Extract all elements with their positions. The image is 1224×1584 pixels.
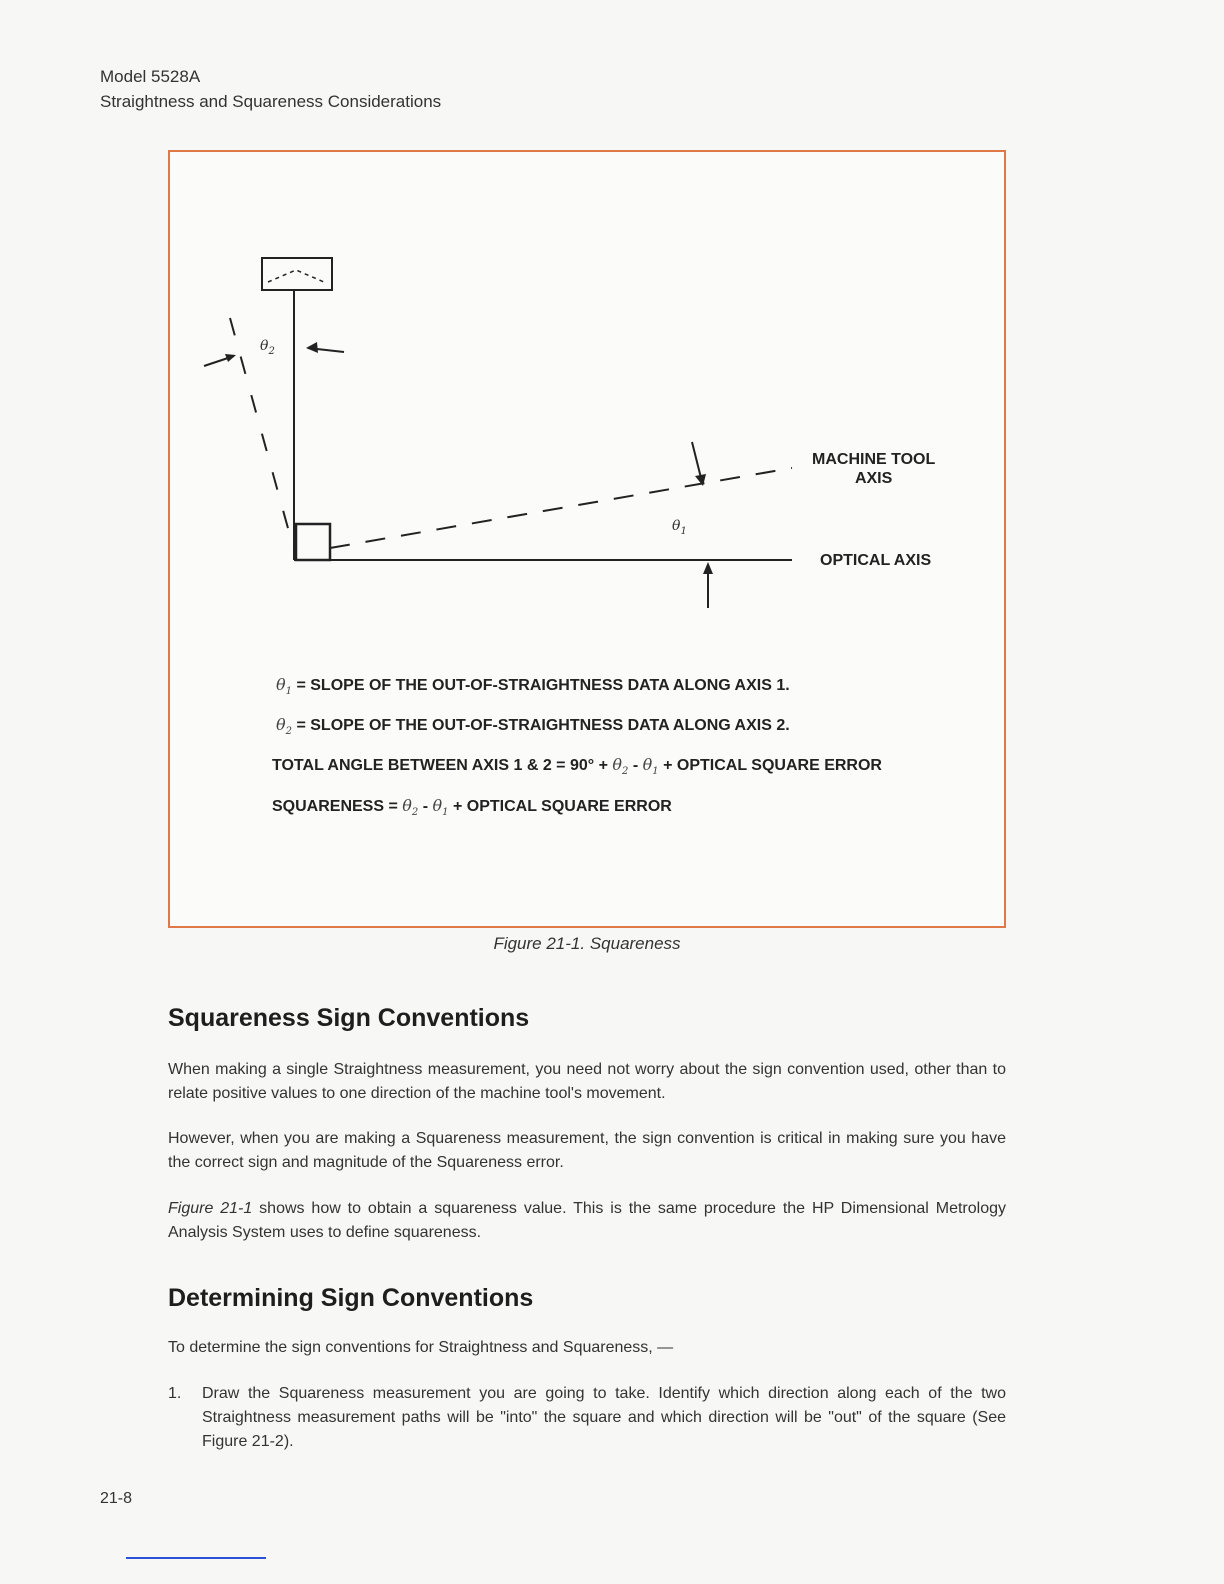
figure-reference: Figure 21-1 [168, 1200, 253, 1217]
top-reflector-box [262, 258, 332, 290]
theta1-label: $\theta_1$ [672, 518, 687, 537]
machine-tool-axis-label: MACHINE TOOL AXIS [812, 451, 936, 487]
page-number: 21-8 [100, 1490, 133, 1507]
footer-rule [126, 1557, 266, 1559]
machine-tool-axis-line [330, 468, 792, 548]
section-title: Straightness and Squareness Considerations [100, 92, 442, 111]
figure-caption: Figure 21-1. Squareness [493, 934, 681, 953]
figure-definitions [272, 668, 882, 829]
paragraph-figure-reference: Figure 21-1 shows how to obtain a squareness value. This is the same procedure the HP Dimensional Metrology Analysis System uses to define squareness. [168, 1200, 1006, 1241]
paragraph-squareness-critical: However, when you are making a Squareness measurement, the sign convention is critical in making sure you have the correct sign and magnitude of the Squareness error. [168, 1130, 1006, 1171]
running-head [100, 64, 441, 114]
reflector-dashed-line [268, 270, 324, 282]
definition-theta1: $\theta_1$ = SLOPE OF THE OUT-OF-STRAIGHTNESS DATA ALONG AXIS 1. [276, 675, 790, 698]
heading-squareness-sign-conventions: Squareness Sign Conventions [168, 1004, 530, 1032]
model-number: Model 5528A [100, 67, 201, 86]
bottom-square [296, 524, 330, 560]
paragraph-intro: To determine the sign conventions for Straightness and Squareness, — [168, 1339, 674, 1356]
definition-squareness: SQUARENESS = $\theta_2 - \theta_1$ + OPTICAL SQUARE ERROR [272, 795, 672, 818]
heading-determining-sign-conventions: Determining Sign Conventions [168, 1284, 534, 1312]
definition-theta2: $\theta_2$ = SLOPE OF THE OUT-OF-STRAIGHTNESS DATA ALONG AXIS 2. [276, 715, 790, 738]
theta1-bottom-arrowhead [703, 562, 713, 574]
paragraph-single-straightness: When making a single Straightness measurement, you need not worry about the sign convention used, other than to relate positive values to one direction of the machine tool's movement. [168, 1061, 1006, 1102]
theta2-label: $\theta_2$ [260, 338, 275, 357]
theta2-left-arrowhead [225, 354, 236, 362]
optical-axis-label: OPTICAL AXIS [820, 552, 932, 569]
list-text: Draw the Squareness measurement you are going to take. Identify which direction along each of the two Straightness measurement paths will be "into" the square and which direction will be "out" of the square (See Figure 21-2). [202, 1385, 1006, 1450]
theta2-right-arrowhead [306, 342, 318, 353]
figure-squareness [168, 150, 1006, 928]
definition-total-angle: TOTAL ANGLE BETWEEN AXIS 1 & $2 = 90^\circ + \theta_2 - \theta_1$ + OPTICAL SQUARE ERROR [272, 755, 882, 778]
list-number: 1. [168, 1385, 182, 1402]
